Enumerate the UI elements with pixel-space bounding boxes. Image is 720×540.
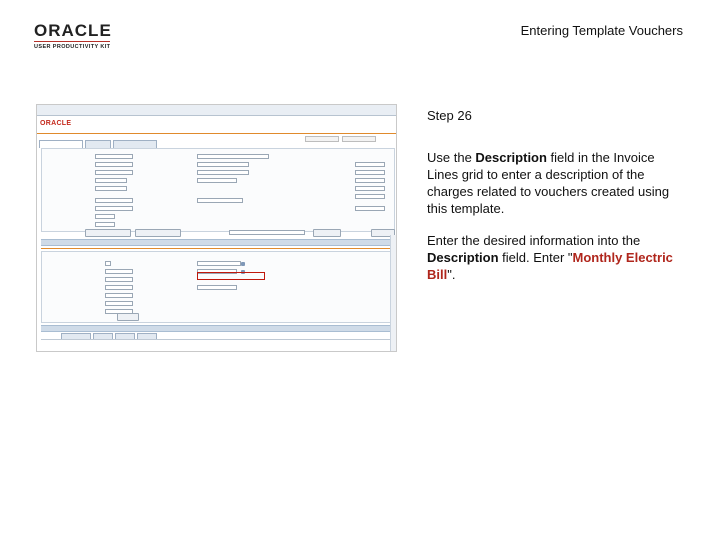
field-name: Description <box>475 150 547 165</box>
tab-invoice-information <box>39 140 83 148</box>
tab-payments <box>85 140 111 148</box>
application-screenshot <box>36 104 397 352</box>
toolbar-link <box>305 136 339 142</box>
step-number: Step 26 <box>427 108 472 123</box>
app-logo-icon: ORACLE <box>40 120 72 127</box>
business-unit-field <box>95 154 133 159</box>
total-field <box>355 206 385 211</box>
copy-from-source-bar <box>41 239 391 246</box>
action-text: ". <box>447 267 456 282</box>
voucher-id-field <box>95 162 133 167</box>
oracle-upk-logo <box>34 22 126 50</box>
tab-voucher-attributes <box>113 140 157 148</box>
misc-charges-field <box>355 178 385 183</box>
uom-field <box>105 293 133 298</box>
freight-field <box>355 170 385 175</box>
logo-wordmark: ORACLE <box>34 21 112 40</box>
voucher-style-field <box>95 170 133 175</box>
action-text: Enter the desired information into the <box>427 233 641 248</box>
lookup-icon <box>241 262 245 266</box>
save-button <box>85 229 131 237</box>
action-select <box>229 230 305 235</box>
use-tax-field <box>355 194 385 199</box>
sales-tax-field <box>355 186 385 191</box>
instruction-paragraph <box>427 149 683 217</box>
invoice-by-field <box>197 154 269 159</box>
section-divider <box>41 248 391 249</box>
packing-slip-field <box>197 285 237 290</box>
accounting-date-field <box>197 162 249 167</box>
run-button <box>313 229 341 237</box>
distribute-by-select <box>105 269 133 274</box>
grid-header-divider <box>41 339 391 340</box>
document-title: Entering Template Vouchers <box>520 23 683 38</box>
location-field <box>95 214 115 219</box>
unit-price-field <box>105 301 133 306</box>
instruction-text: Use the <box>427 150 476 165</box>
add-line-button <box>117 313 139 321</box>
basis-date-type-field <box>197 178 237 183</box>
line-field <box>105 261 111 266</box>
distribution-lines-bar <box>41 325 391 332</box>
invoice-date-field <box>95 186 127 191</box>
logo-subtitle: USER PRODUCTIVITY KIT <box>34 44 111 50</box>
entry-value: Monthly Electric Bill <box>427 250 673 282</box>
description-field-highlight <box>197 272 265 280</box>
header-divider <box>37 133 396 134</box>
action-paragraph <box>427 232 689 283</box>
gross-amount-field <box>355 162 385 167</box>
invoice-no-field <box>95 178 127 183</box>
short-name-field <box>95 206 133 211</box>
address-field <box>95 222 115 227</box>
pay-terms-field <box>197 170 249 175</box>
copy-from-button <box>135 229 181 237</box>
action-text: field. Enter " <box>498 250 573 265</box>
breadcrumb-bar <box>37 105 396 116</box>
supplier-field <box>95 198 133 203</box>
instruction-text: field in the Invoice Lines grid to enter a description of the charges related to vouchers created using this template. <box>427 150 670 216</box>
quantity-field <box>105 285 133 290</box>
field-name: Description <box>427 250 499 265</box>
toolbar-link <box>342 136 376 142</box>
vertical-scrollbar <box>390 235 396 352</box>
logo-divider <box>34 41 110 42</box>
control-group-field <box>197 198 243 203</box>
item-field <box>105 277 133 282</box>
ship-to-field <box>197 261 241 266</box>
